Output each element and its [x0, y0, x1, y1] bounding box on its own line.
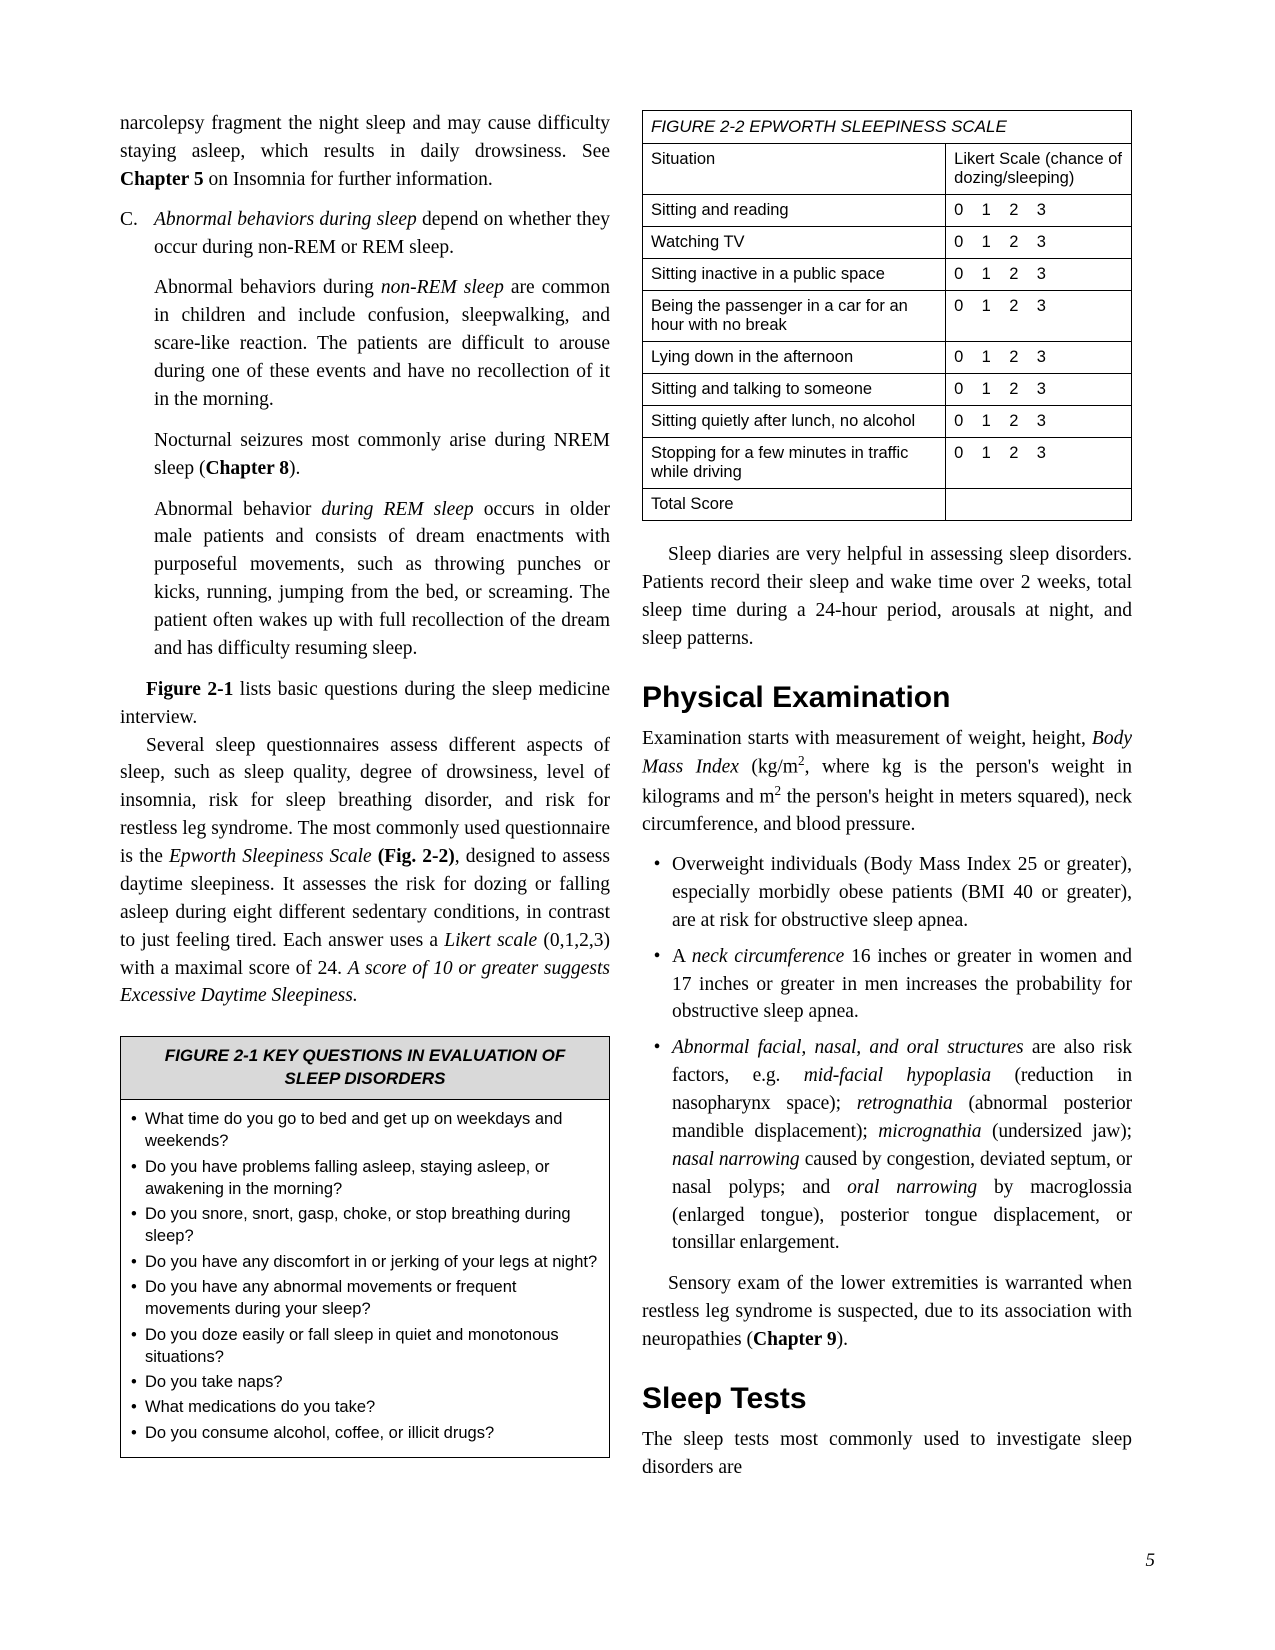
figure-2-2-title: FIGURE 2-2 EPWORTH SLEEPINESS SCALE: [643, 111, 1132, 144]
epworth-scale-emphasis: Epworth Sleepiness Scale: [168, 846, 372, 867]
situation-cell: Watching TV: [643, 227, 946, 259]
column-header-situation: Situation: [643, 144, 946, 195]
figure-2-2-reference: (Fig. 2-2): [377, 846, 455, 867]
paragraph-text-cont: on Insomnia for further information.: [203, 168, 493, 190]
bullet-icon: •: [131, 1252, 137, 1271]
bullet-icon: •: [131, 1157, 137, 1176]
paragraph-questionnaires: [120, 732, 610, 1011]
list-item-label: Do you have any abnormal movements or frequent movements during your sleep?: [145, 1277, 517, 1319]
chapter-5-reference: Chapter 5: [120, 168, 204, 190]
likert-scale-cell[interactable]: 0 1 2 3: [946, 259, 1132, 291]
superscript-2b: 2: [774, 782, 782, 798]
nocturnal-rest: ).: [289, 457, 301, 479]
paragraph-nocturnal-seizures: [154, 427, 610, 483]
nocturnal-lead: Nocturnal seizures most commonly arise during NREM sleep (: [154, 429, 610, 479]
table-row: [643, 342, 1132, 374]
questionnaire-mid: , designed to assess daytime sleepiness. It assesses the risk for dozing or falling asleep during eight different sedentary conditions, in contrast to just feeling tired. Each answer uses a: [120, 846, 610, 951]
list-item: [131, 1156, 599, 1201]
list-item-c-rest: depend on whether they occur during non-REM or REM sleep.: [154, 208, 610, 258]
rem-rest: occurs in older male patients and consists of dream enactments with purposeful movements, such as throwing punches or kicks, running, jumping from the bed, or screaming. The patient often wakes up with full recollection of the dream and has difficulty resuming sleep.: [154, 498, 610, 659]
chapter-9-reference: Chapter 9: [753, 1329, 837, 1350]
structures-c: (abnormal posterior mandible displacement);: [672, 1093, 1133, 1142]
bmi-emphasis: Body Mass Index: [642, 727, 1132, 778]
table-row: [643, 227, 1132, 259]
questionnaire-mid2: (0,1,2,3) with a maximal score of 24.: [120, 929, 610, 979]
likert-scale-cell[interactable]: 0 1 2 3: [946, 342, 1132, 374]
list-item: [131, 1324, 599, 1369]
list-item: [131, 1422, 599, 1444]
bullet-icon: •: [131, 1373, 137, 1392]
structures-d: (undersized jaw);: [981, 1120, 1132, 1142]
situation-cell: Sitting and reading: [643, 195, 946, 227]
list-item-label: Do you consume alcohol, coffee, or illicit drugs?: [145, 1423, 495, 1442]
figure-2-1-list: [121, 1100, 609, 1457]
heading-sleep-tests: Sleep Tests: [642, 1381, 807, 1415]
mid-facial-hypoplasia-emphasis: mid-facial hypoplasia: [803, 1065, 991, 1087]
list-item-c: [120, 206, 610, 663]
bullet-icon: •: [131, 1205, 137, 1224]
paragraph-sensory-exam: [642, 1270, 1132, 1354]
paragraph-text: narcolepsy fragment the night sleep and may cause difficulty staying asleep, which results in daily drowsiness. See: [120, 113, 610, 162]
list-item-label: Do you have any discomfort in or jerking of your legs at night?: [145, 1252, 598, 1271]
paragraph-examination: [642, 725, 1132, 840]
likert-scale-cell[interactable]: 0 1 2 3: [946, 374, 1132, 406]
total-score-value[interactable]: [946, 489, 1132, 521]
left-column: [120, 110, 610, 1458]
bullet-icon: •: [653, 854, 661, 875]
bullet-icon: •: [131, 1277, 137, 1296]
bullet-item: [642, 943, 1132, 1027]
bullet-icon: •: [131, 1110, 137, 1129]
heading-physical-examination: Physical Examination: [642, 680, 951, 714]
figure-2-1-rest: lists basic questions during the sleep medicine interview.: [120, 678, 610, 728]
table-header-row: [643, 144, 1132, 195]
list-item-label: Do you doze easily or fall sleep in quiet and monotonous situations?: [145, 1325, 559, 1366]
situation-cell: Sitting and talking to someone: [643, 374, 946, 406]
column-header-likert: Likert Scale (chance of dozing/sleeping): [946, 144, 1132, 195]
list-item: [131, 1371, 599, 1393]
table-row: [643, 195, 1132, 227]
questionnaire-lead: Several sleep questionnaires assess different aspects of sleep, such as sleep quality, degree of drowsiness, level of insomnia, risk for sleep breathing disorder, and risk for restless leg syndrome. The most commonly used questionnaire is the: [120, 734, 610, 867]
bullet-item: [642, 851, 1132, 935]
chapter-8-reference: Chapter 8: [205, 457, 290, 479]
list-item: [131, 1251, 599, 1273]
list-item-label: Do you take naps?: [145, 1373, 283, 1392]
paragraph-narcolepsy: [120, 110, 610, 194]
two-column-layout: [120, 110, 1155, 1482]
table-row: [643, 291, 1132, 342]
superscript-2: 2: [797, 753, 805, 769]
figure-2-1-box: [120, 1036, 610, 1458]
structures-b: (reduction in nasopharynx space);: [672, 1065, 1132, 1114]
situation-cell: Sitting inactive in a public space: [643, 259, 946, 291]
nasal-narrowing-emphasis: nasal narrowing: [672, 1148, 800, 1170]
bullet-icon: •: [653, 945, 661, 967]
rem-lead: Abnormal behavior: [154, 498, 322, 520]
paragraph-figure-2-1-ref: [120, 676, 610, 732]
list-marker-c: C.: [120, 208, 138, 230]
bullet-structures-text: [672, 1034, 1132, 1257]
figure-2-1-title: FIGURE 2-1 KEY QUESTIONS IN EVALUATION OF SLEEP DISORDERS: [121, 1037, 609, 1100]
neck-lead: A: [672, 945, 692, 967]
situation-cell: Stopping for a few minutes in traffic while driving: [643, 438, 946, 489]
bullet-icon: •: [653, 1037, 661, 1059]
list-item: [131, 1396, 599, 1418]
abnormal-behaviors-emphasis: Abnormal behaviors during sleep: [154, 208, 417, 230]
table-row: [643, 438, 1132, 489]
list-item-label: What medications do you take?: [145, 1398, 376, 1417]
table-total-row: [643, 489, 1132, 521]
bullet-icon: •: [131, 1398, 137, 1417]
paragraph-sleep-diaries: Sleep diaries are very helpful in assessing sleep disorders. Patients record their sleep and wake time over 2 weeks, total sleep time during a 24-hour period, arousals at night, and sleep patterns.: [642, 544, 1132, 649]
list-item-c-text: [154, 206, 610, 262]
list-item: [131, 1276, 599, 1321]
figure-2-2-table: [642, 110, 1132, 521]
situation-cell: Being the passenger in a car for an hour with no break: [643, 291, 946, 342]
non-rem-rest: are common in children and include confusion, sleepwalking, and scare-like reaction. The patients are difficult to arouse during one of these events and have no recollection of it in the morning.: [154, 277, 610, 410]
bullet-icon: •: [131, 1325, 137, 1344]
figure-2-1-reference: Figure 2-1: [146, 678, 234, 700]
physical-exam-bullet-list: [642, 851, 1132, 1257]
bullet-text: [672, 1034, 1132, 1257]
list-item-c-body: [154, 206, 610, 663]
bullet-overweight-text: Overweight individuals (Body Mass Index 25 or greater), especially morbidly obese patients (BMI 40 or greater), are at risk for obstructive sleep apnea.: [672, 854, 1132, 931]
likert-scale-emphasis: Likert scale: [444, 929, 538, 951]
non-rem-emphasis: non-REM sleep: [380, 277, 504, 299]
situation-cell: Sitting quietly after lunch, no alcohol: [643, 406, 946, 438]
page-number: 5: [1145, 1550, 1155, 1571]
retrognathia-emphasis: retrognathia: [856, 1093, 953, 1114]
bullet-item: [642, 1034, 1132, 1257]
likert-scale-cell[interactable]: 0 1 2 3: [946, 227, 1132, 259]
exam-mid2: , where kg is the person's weight in kilograms and m: [642, 756, 1132, 808]
oral-narrowing-emphasis: oral narrowing: [847, 1176, 977, 1198]
likert-scale-cell[interactable]: 0 1 2 3: [946, 406, 1132, 438]
right-column: [642, 110, 1132, 1482]
bullet-neck-text: [672, 943, 1132, 1027]
sensory-rest: ).: [836, 1329, 848, 1350]
bullet-text: [672, 851, 1132, 935]
non-rem-lead: Abnormal behaviors during: [154, 277, 381, 299]
table-row: [643, 374, 1132, 406]
list-item-label: Do you have problems falling asleep, staying asleep, or awakening in the morning?: [145, 1157, 550, 1198]
structures-f: by macroglossia (enlarged tongue), posterior tongue displacement, or tonsillar enlargement.: [672, 1176, 1132, 1254]
structures-e: caused by congestion, deviated septum, or nasal polyps; and: [672, 1148, 1132, 1198]
micrognathia-emphasis: micrognathia: [878, 1120, 982, 1142]
table-row: [643, 406, 1132, 438]
neck-circumference-emphasis: neck circumference: [691, 945, 845, 967]
list-item-label: What time do you go to bed and get up on weekdays and weekends?: [145, 1110, 563, 1151]
structures-a: are also risk factors, e.g.: [672, 1037, 1132, 1087]
paragraph-non-rem: [154, 274, 610, 413]
situation-cell: Lying down in the afternoon: [643, 342, 946, 374]
likert-scale-cell[interactable]: 0 1 2 3: [946, 438, 1132, 489]
sensory-lead: Sensory exam of the lower extremities is warranted when restless leg syndrome is suspected, due to its association with neuropathies (: [642, 1273, 1132, 1350]
table-row: [643, 259, 1132, 291]
likert-scale-cell[interactable]: 0 1 2 3: [946, 195, 1132, 227]
rem-emphasis: during REM sleep: [321, 498, 474, 520]
bullet-icon: •: [131, 1423, 137, 1442]
exam-mid: (kg/m: [738, 756, 798, 778]
likert-scale-cell[interactable]: 0 1 2 3: [946, 291, 1132, 342]
paragraph-rem-sleep: [154, 496, 610, 663]
total-score-label: Total Score: [643, 489, 946, 521]
table-title-row: [643, 111, 1132, 144]
paragraph-sleep-tests: The sleep tests most commonly used to investigate sleep disorders are: [642, 1428, 1132, 1478]
exam-lead: Examination starts with measurement of weight, height,: [642, 727, 1092, 749]
abnormal-structures-emphasis: Abnormal facial, nasal, and oral structures: [672, 1037, 1024, 1059]
list-item: [131, 1108, 599, 1153]
list-item-label: Do you snore, snort, gasp, choke, or stop breathing during sleep?: [145, 1205, 571, 1246]
list-item: [131, 1203, 599, 1248]
bullet-text: [672, 943, 1132, 1027]
eds-emphasis: A score of 10 or greater suggests Excessive Daytime Sleepiness.: [120, 957, 610, 1007]
neck-rest: 16 inches or greater in women and 17 inches or greater in men increases the probability for obstructive sleep apnea.: [672, 945, 1132, 1023]
exam-rest: the person's height in meters squared), neck circumference, and blood pressure.: [642, 786, 1132, 836]
